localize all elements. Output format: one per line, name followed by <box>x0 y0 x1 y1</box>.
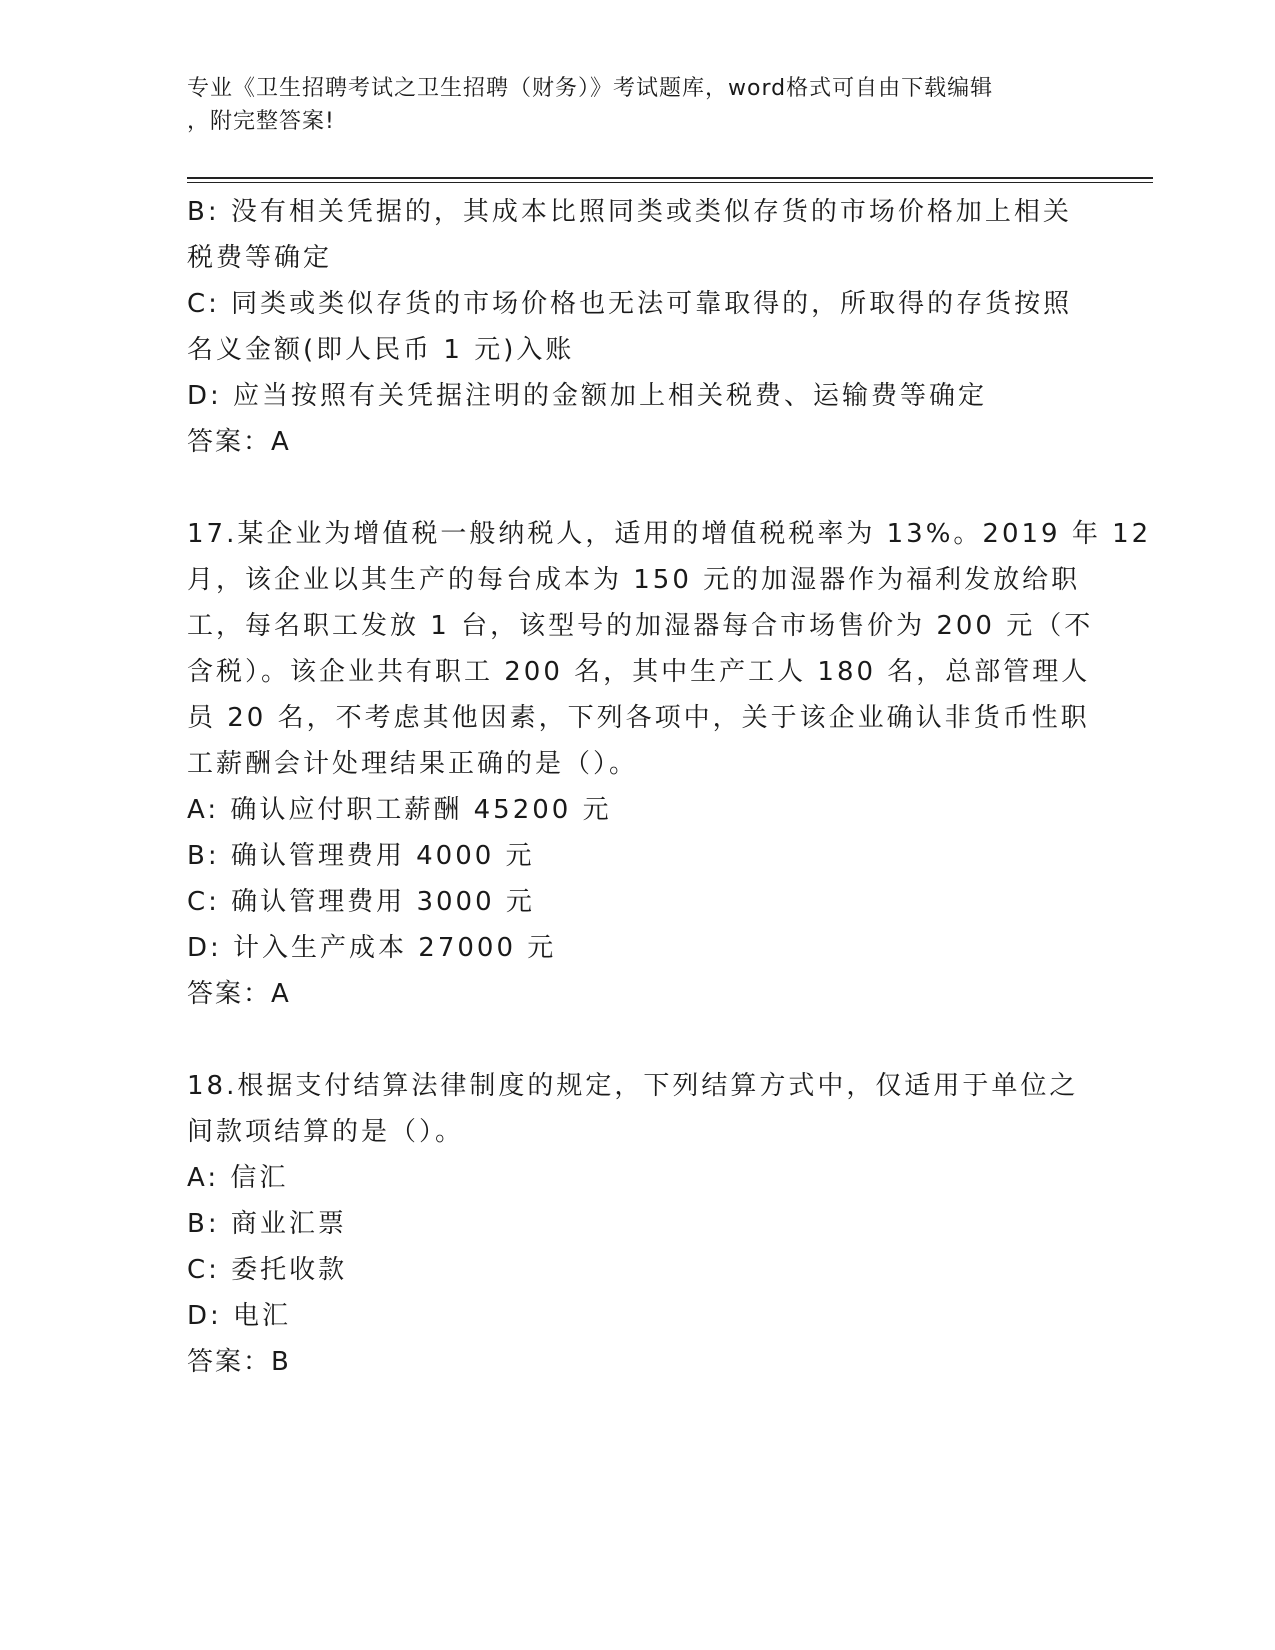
q17-stem-line-5: 员 20 名，不考虑其他因素，下列各项中，关于该企业确认非货币性职 <box>187 703 1090 733</box>
q18-stem-line-1: 18.根据支付结算法律制度的规定，下列结算方式中，仅适用于单位之 <box>187 1071 1079 1101</box>
q18-option-b: B: 商业汇票 <box>187 1209 347 1239</box>
spacer <box>187 1017 1087 1063</box>
option-b-line-1: B: 没有相关凭据的，其成本比照同类或类似存货的市场价格加上相关 <box>187 197 1072 227</box>
question-16-tail <box>187 189 1087 465</box>
q18-option-c: C: 委托收款 <box>187 1255 348 1285</box>
q17-stem-line-4: 含税）。该企业共有职工 200 名，其中生产工人 180 名，总部管理人 <box>187 657 1091 687</box>
q18-option-d: D: 电汇 <box>187 1301 292 1331</box>
q17-option-a: A: 确认应付职工薪酬 45200 元 <box>187 795 612 825</box>
answer-18: 答案：B <box>187 1347 291 1377</box>
q17-stem-line-1: 17.某企业为增值税一般纳税人，适用的增值税税率为 13%。2019 年 12 <box>187 519 1152 549</box>
q17-stem-line-3: 工，每名职工发放 1 台，该型号的加湿器每合市场售价为 200 元（不 <box>187 611 1094 641</box>
option-b-line-2: 税费等确定 <box>187 243 333 273</box>
option-c-line-2: 名义金额(即人民币 1 元)入账 <box>187 335 575 365</box>
q18-option-a: A: 信汇 <box>187 1163 289 1193</box>
header-line-2: ，附完整答案! <box>187 109 335 134</box>
q17-option-b: B: 确认管理费用 4000 元 <box>187 841 535 871</box>
q17-option-d: D: 计入生产成本 27000 元 <box>187 933 557 963</box>
option-d: D: 应当按照有关凭据注明的金额加上相关税费、运输费等确定 <box>187 381 988 411</box>
q18-stem-line-2: 间款项结算的是（）。 <box>187 1117 465 1147</box>
document-body <box>187 189 1152 1385</box>
q17-stem-line-6: 工薪酬会计处理结果正确的是（）。 <box>187 749 639 779</box>
header-rule-thick <box>187 177 1153 179</box>
header-rule-thin <box>187 182 1153 183</box>
answer-17: 答案：A <box>187 979 291 1009</box>
question-18 <box>187 1063 1087 1385</box>
q17-option-c: C: 确认管理费用 3000 元 <box>187 887 535 917</box>
spacer <box>187 465 1087 511</box>
question-17 <box>187 511 1152 1017</box>
q17-stem-line-2: 月，该企业以其生产的每台成本为 150 元的加湿器作为福利发放给职 <box>187 565 1081 595</box>
answer-16: 答案：A <box>187 427 291 457</box>
option-c-line-1: C: 同类或类似存货的市场价格也无法可靠取得的，所取得的存货按照 <box>187 289 1073 319</box>
header-line-1: 专业《卫生招聘考试之卫生招聘（财务）》考试题库，word格式可自由下载编辑 <box>187 76 994 101</box>
document-header <box>187 72 1087 138</box>
